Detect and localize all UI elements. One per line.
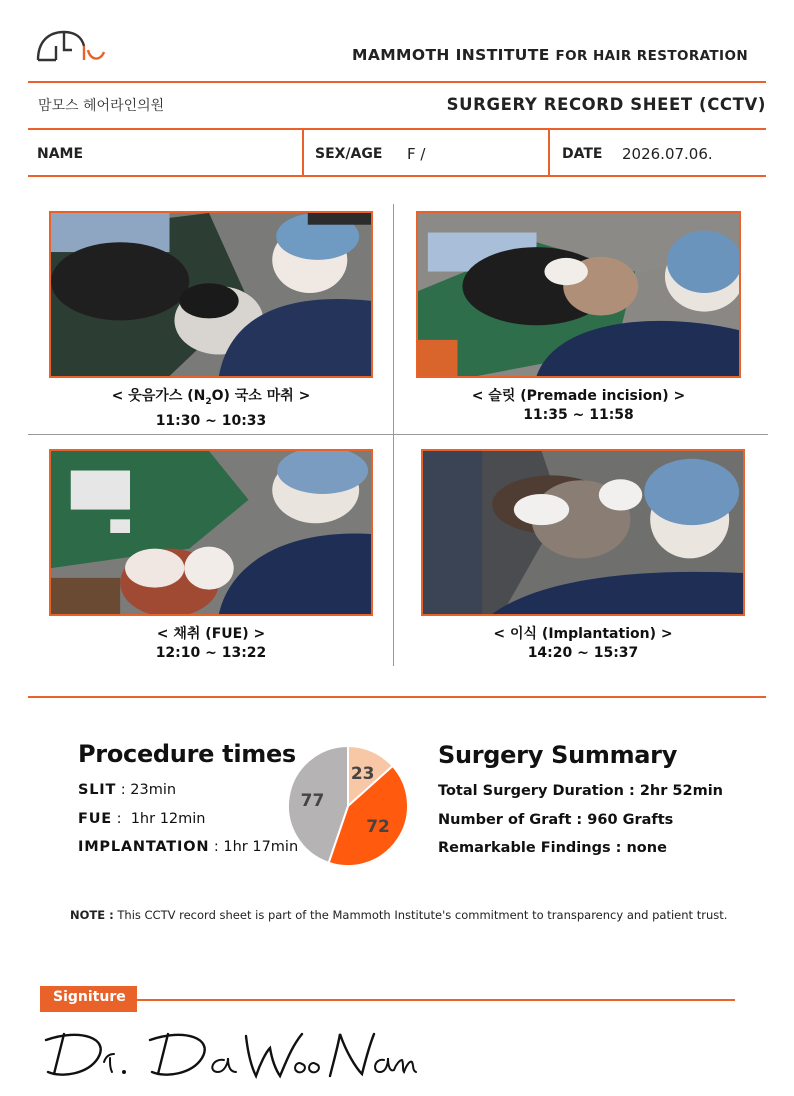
procedure-item: SLIT : 23min bbox=[78, 782, 177, 798]
summary-title: Surgery Summary bbox=[438, 741, 678, 769]
procedure-item: IMPLANTATION : 1hr 17min bbox=[78, 839, 299, 855]
pie-label-fue: 72 bbox=[366, 816, 390, 837]
photo-time: 11:30 ~ 10:33 bbox=[155, 412, 267, 429]
date-label: DATE bbox=[562, 146, 603, 162]
sheet-title: SURGERY RECORD SHEET (CCTV) bbox=[446, 95, 766, 114]
name-label: NAME bbox=[37, 146, 84, 162]
photo-time: 11:35 ~ 11:58 bbox=[523, 407, 634, 423]
procedure-pie-chart bbox=[286, 744, 410, 868]
photo-time: 14:20 ~ 15:37 bbox=[527, 645, 639, 661]
divider bbox=[302, 130, 304, 176]
cctv-photo-fue bbox=[49, 449, 373, 616]
summary-findings: Remarkable Findings : none bbox=[438, 840, 667, 856]
photo-caption: < 슬릿 (Premade incision) > 11:35 ~ 11:58 bbox=[471, 388, 686, 423]
photo-time: 12:10 ~ 13:22 bbox=[155, 645, 267, 661]
procedure-item: FUE : 1hr 12min bbox=[78, 811, 206, 827]
photo-caption: < 웃음가스 $(N_2O)$ 국소 마취 > 11:30 ~ 10:33 bbox=[111, 388, 311, 429]
summary-grafts: Number of Graft : 960 Grafts bbox=[438, 812, 674, 828]
cctv-photo-implantation bbox=[421, 449, 745, 616]
photo-caption: < 이식 (Implantation) > 14:20 ~ 15:37 bbox=[493, 626, 673, 661]
korean-clinic-name: 맘모스 헤어라인의원 bbox=[38, 98, 165, 114]
handwritten-signature bbox=[40, 1024, 420, 1086]
sexage-label: SEX/AGE bbox=[315, 146, 383, 162]
pie-label-implantation: 77 bbox=[300, 791, 325, 812]
institute-title bbox=[352, 46, 748, 64]
divider bbox=[28, 128, 766, 130]
note-text: This CCTV record sheet is part of the Mammoth Institute's commitment to transparency and patient trust. bbox=[113, 908, 728, 922]
divider bbox=[548, 130, 550, 176]
cctv-photo-anesthesia bbox=[49, 211, 373, 378]
signature-badge: Signiture bbox=[40, 986, 137, 1012]
divider bbox=[28, 81, 766, 83]
summary-duration: Total Surgery Duration : 2hr 52min bbox=[438, 783, 724, 799]
pie-label-slit: 23 bbox=[350, 764, 375, 785]
sexage-value: F / bbox=[407, 145, 426, 163]
cctv-photo-slit bbox=[416, 211, 741, 378]
institute-main: MAMMOTH INSTITUTE bbox=[352, 46, 550, 64]
photo-caption: < 채취 (FUE) > 12:10 ~ 13:22 bbox=[155, 626, 267, 661]
date-value: 2026.07.06. bbox=[622, 145, 713, 163]
divider bbox=[28, 175, 766, 177]
mammoth-logo-icon bbox=[34, 26, 110, 66]
signature-line bbox=[137, 999, 735, 1001]
grid-divider bbox=[393, 204, 394, 666]
institute-sub: FOR HAIR RESTORATION bbox=[555, 48, 749, 64]
note-label: NOTE : bbox=[70, 908, 114, 922]
procedure-title: Procedure times bbox=[78, 740, 296, 768]
divider bbox=[28, 696, 766, 698]
note bbox=[70, 908, 727, 922]
grid-divider bbox=[28, 434, 768, 435]
